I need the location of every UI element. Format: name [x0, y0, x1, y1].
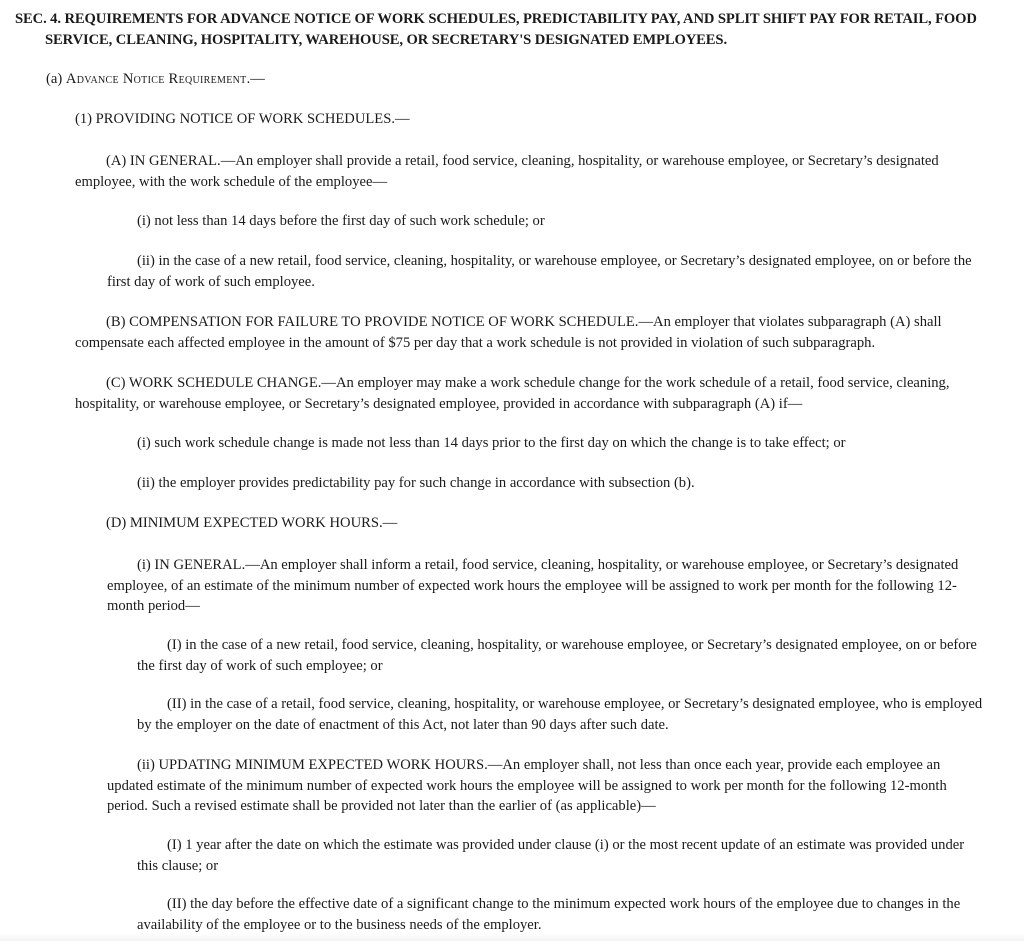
clause-a-i: (i) not less than 14 days before the first day of such work schedule; or — [137, 213, 545, 229]
section-title: SEC. 4. REQUIREMENTS FOR ADVANCE NOTICE OF WORK SCHEDULES, PREDICTABILITY PAY, AND SPLIT SHIFT PAY FOR RETAIL, FOOD SERVICE, CLEANING, HOSPITALITY, WAREHOUSE, OR SECRETARY'S DESIGNATED EMPLOYEES. — [15, 11, 977, 48]
subparagraph-b-text: —An employer that violates subparagraph (A) shall compensate each affected employee in the amount of $75 per day that a work schedule is not provided in violation of such subparagraph. — [75, 314, 942, 351]
paragraph-1-heading: (1) PROVIDING NOTICE OF WORK SCHEDULES.— — [75, 111, 410, 127]
clause-c-i: (i) such work schedule change is made not less than 14 days prior to the first day on which the change is to take effect; or — [137, 435, 846, 451]
subparagraph-b — [75, 312, 990, 353]
clause-c-ii: (ii) the employer provides predictability pay for such change in accordance with subsection (b). — [137, 475, 695, 491]
subparagraph-a — [75, 151, 990, 192]
clause-d-ii — [107, 755, 985, 817]
clause-d-ii-text: —An employer shall, not less than once each year, provide each employee an updated estimate of the minimum number of expected work hours the employee will be assigned to work per month for the following 12-month period. Such a revised estimate shall be provided not later than the earlier of (as applicable)— — [107, 757, 947, 814]
clause-d-i-text: —An employer shall inform a retail, food service, cleaning, hospitality, or warehouse employee, or Secretary’s designated employee, of an estimate of the minimum number of expected work hours the employee will be assigned to work per month for the following 12-month period— — [107, 557, 959, 614]
subparagraph-c-heading: (C) WORK SCHEDULE CHANGE. — [106, 375, 322, 391]
clause-d-i-heading: (i) IN GENERAL. — [137, 557, 246, 573]
subsection-a-heading: Advance Notice Requirement — [65, 71, 247, 87]
subclause-d-ii-I: (I) 1 year after the date on which the estimate was provided under clause (i) or the most recent update of an estimate was provided under this clause; or — [137, 837, 965, 874]
clause-d-ii-heading: (ii) UPDATING MINIMUM EXPECTED WORK HOURS. — [137, 757, 488, 773]
subparagraph-a-heading: (A) IN GENERAL. — [106, 153, 221, 169]
page-bottom-edge — [0, 933, 1024, 941]
subparagraph-c-text: —An employer may make a work schedule change for the work schedule of a retail, food service, cleaning, hospitality, or warehouse employee, or Secretary’s designated employee, provided in accordance with subparagraph (A) if— — [75, 375, 950, 412]
subclause-d-ii-II: (II) the day before the effective date of a significant change to the minimum expected work hours of the employee due to changes in the availability of the employee or to the business needs of the employer. — [137, 896, 961, 933]
subparagraph-c — [75, 373, 990, 414]
subclause-d-i-II: (II) in the case of a retail, food service, cleaning, hospitality, or warehouse employee, or Secretary’s designated employee, who is employed by the employer on the date of enactment of this Act, not later than 90 days after such date. — [137, 696, 983, 733]
subparagraph-b-heading: (B) COMPENSATION FOR FAILURE TO PROVIDE NOTICE OF WORK SCHEDULE. — [106, 314, 639, 330]
subsection-a-marker: (a) — [46, 71, 66, 87]
subsection-a-dash: .— — [246, 71, 265, 87]
subclause-d-i-I: (I) in the case of a new retail, food service, cleaning, hospitality, or warehouse employee, or Secretary’s designated employee, on or before the first day of work of such employee; or — [137, 637, 977, 674]
subsection-a — [46, 69, 996, 90]
subparagraph-d-heading: (D) MINIMUM EXPECTED WORK HOURS.— — [106, 515, 398, 531]
subparagraph-a-text: —An employer shall provide a retail, food service, cleaning, hospitality, or warehouse employee, or Secretary’s designated employee, with the work schedule of the employee— — [75, 153, 939, 190]
clause-a-ii: (ii) in the case of a new retail, food service, cleaning, hospitality, or warehouse employee, or Secretary’s designated employee, on or before the first day of work of such employee. — [107, 253, 972, 290]
clause-d-i — [107, 555, 985, 617]
